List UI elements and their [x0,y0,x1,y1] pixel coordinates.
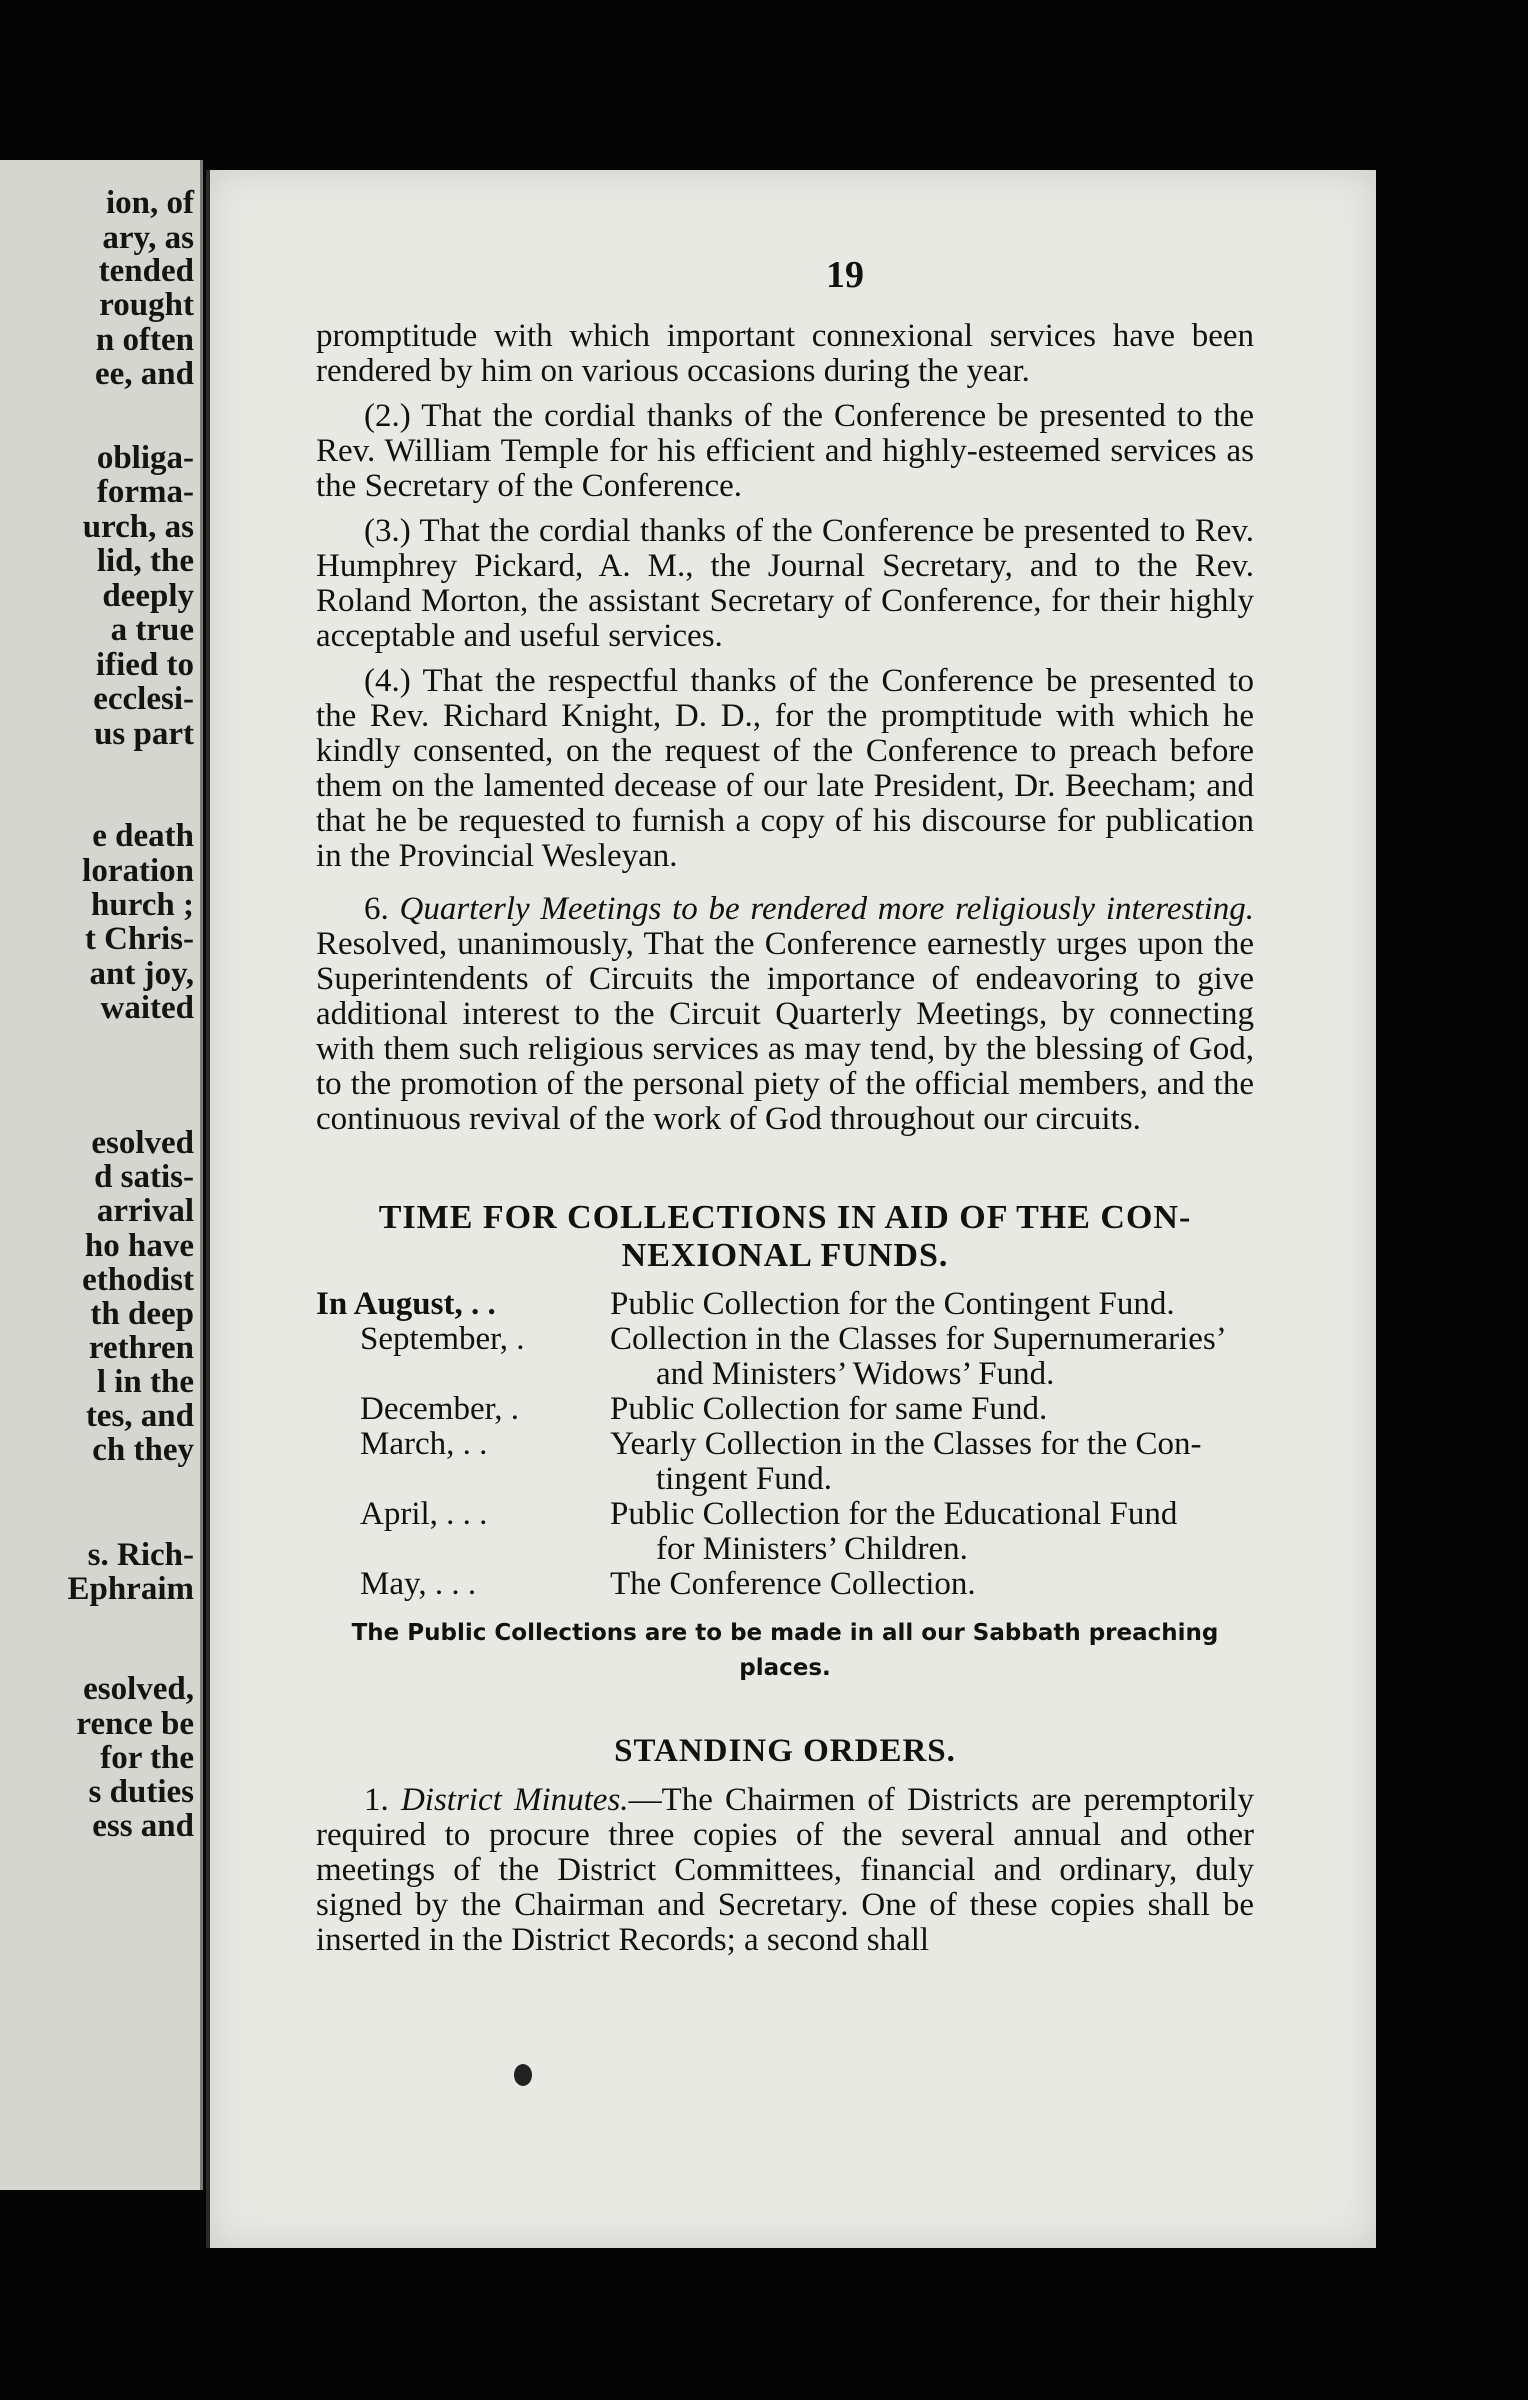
resolution-6-text: Resolved, unanimously, That the Conference earnestly urges upon the Superintendents of Circuits the importance of endeavoring to give additional interest to the Circuit Quarterly Meetings, by connecting with them such religious services as may tend, by the blessing of God, to the promotion of the personal piety of the official members, and the continuous revival of the work of God throughout our circuits. [316,926,1254,1137]
page-number: 19 [826,254,864,296]
facing-page-fragment: urch, as [82,509,194,545]
facing-page-fragment: l in the [96,1364,194,1400]
standing-order-1-number: 1. [364,1782,389,1818]
facing-page-fragment: arrival [96,1193,194,1229]
facing-page-fragment: hurch ; [91,887,194,923]
collection-description-text: Collection in the Classes for Supernumeraries’ [610,1321,1227,1357]
collections-heading-line2: NEXIONAL FUNDS. [621,1237,949,1274]
facing-page-fragment: us part [94,716,194,752]
collection-description [610,1497,1254,1567]
collection-description [610,1567,1254,1602]
collection-row [316,1392,1254,1427]
collection-row [316,1322,1254,1392]
collection-description-text: Public Collection for the Educational Fund [610,1496,1178,1532]
collection-month: April, . . . [360,1496,488,1532]
collection-row [316,1567,1254,1602]
facing-page-fragment: t Chris- [84,921,194,957]
paragraph-continuation: promptitude with which important connexional services have been rendered by him on various occasions during the year. [316,318,1254,389]
facing-page-fragment: ified to [95,647,194,683]
facing-page-fragment: tes, and [85,1398,194,1434]
facing-page-fragment: forma- [96,474,194,510]
facing-page-fragment: ant joy, [89,956,194,992]
facing-page-fragment: ho have [84,1228,194,1264]
collection-month: May, . . . [360,1566,477,1602]
page-content [316,254,1255,1968]
collections-table [316,1287,1254,1602]
collection-description-continuation: and Ministers’ Widows’ Fund. [656,1356,1055,1392]
paragraph-resolution-3: (3.) That the cordial thanks of the Conference be presented to Rev. Humphrey Pickard, A. M., the Journal Secretary, and to the Rev. Roland Morton, the assistant Secretary of Conference, for their highly acceptable and useful services. [316,513,1254,654]
standing-order-1-title: District Minutes. [400,1782,629,1818]
facing-page-fragment: rought [99,287,194,323]
facing-page-fragment: n often [95,322,194,358]
facing-page-fragment: esolved, [83,1671,194,1707]
collection-description-text: The Conference Collection. [610,1566,976,1602]
collection-month: December, . [360,1391,520,1427]
collection-description-text: Public Collection for the Contingent Fund. [610,1286,1175,1322]
standing-order-1-text: —The Chairmen of Districts are peremptorily required to procure three copies of the several annual and other meetings of the District Committees, financial and ordinary, duly signed by the Chairman and Secretary. One of these copies shall be inserted in the District Records; a second shall [316,1782,1255,1958]
facing-page-fragment: tended [98,253,194,289]
collection-description-continuation: tingent Fund. [656,1461,833,1497]
collection-row [316,1497,1254,1567]
facing-page-fragment: rethren [88,1330,194,1366]
facing-page-fragment: d satis- [94,1159,194,1195]
standing-orders-heading: STANDING ORDERS. [614,1733,956,1769]
paragraph-resolution-2: (2.) That the cordial thanks of the Conference be presented to the Rev. William Temple for his efficient and highly-esteemed services as the Secretary of the Conference. [316,398,1254,504]
collection-month: September, . [360,1321,525,1357]
facing-page-fragment: waited [100,990,194,1026]
collection-month: March, . . [360,1426,488,1462]
collection-description [610,1392,1254,1427]
resolution-6-title: Quarterly Meetings to be rendered more religiously interesting. [399,891,1254,927]
ink-speck [514,2064,532,2086]
resolution-6-number: 6. [364,891,389,927]
collections-heading-line1: TIME FOR COLLECTIONS IN AID OF THE CON- [378,1199,1192,1236]
collection-description [610,1427,1254,1497]
facing-page-fragment: s. Rich- [87,1537,194,1573]
collections-heading [316,1199,1254,1275]
facing-page [0,160,203,2190]
facing-page-fragment: a true [110,612,194,648]
facing-page-fragment: e death [92,818,194,854]
collection-description [610,1287,1254,1322]
facing-page-fragment: ee, and [95,356,194,392]
facing-page-fragment: ess and [92,1808,194,1844]
collection-description-text: Yearly Collection in the Classes for the Con- [610,1426,1202,1462]
facing-page-fragment: ecclesi- [93,681,194,717]
facing-page-fragment: rence be [76,1706,194,1742]
collection-description-text: Public Collection for same Fund. [610,1391,1048,1427]
facing-page-fragment: ion, of [105,185,194,221]
collection-row [316,1287,1254,1322]
facing-page-fragment: ch they [92,1432,194,1468]
document-page [206,170,1376,2248]
facing-page-fragment: ethodist [82,1262,194,1298]
collection-month: In August, . . [316,1286,496,1322]
collections-note: The Public Collections are to be made in all our Sabbath preaching places. [351,1620,1219,1681]
facing-page-fragment: esolved [91,1125,194,1161]
facing-page-fragment: lid, the [96,543,194,579]
facing-page-fragment: obliga- [96,440,194,476]
collection-description [610,1322,1254,1392]
facing-page-fragment: ary, as [102,220,194,256]
resolution-6 [316,892,1254,1137]
facing-page-fragment: Ephraim [67,1571,194,1607]
facing-page-fragment: s duties [88,1774,194,1810]
standing-order-1 [316,1783,1254,1958]
facing-page-fragment: loration [82,853,194,889]
facing-page-fragment: for the [100,1740,194,1776]
collection-row [316,1427,1254,1497]
facing-page-fragment: th deep [90,1296,194,1332]
collection-description-continuation: for Ministers’ Children. [656,1531,968,1567]
paragraph-resolution-4: (4.) That the respectful thanks of the Conference be presented to the Rev. Richard Knight, D. D., for the promptitude with which he kindly consented, on the request of the Conference to preach before them on the lamented decease of our late President, Dr. Beecham; and that he be requested to furnish a copy of his discourse for publication in the Provincial Wesleyan. [316,663,1254,874]
facing-page-fragment: deeply [102,578,194,614]
